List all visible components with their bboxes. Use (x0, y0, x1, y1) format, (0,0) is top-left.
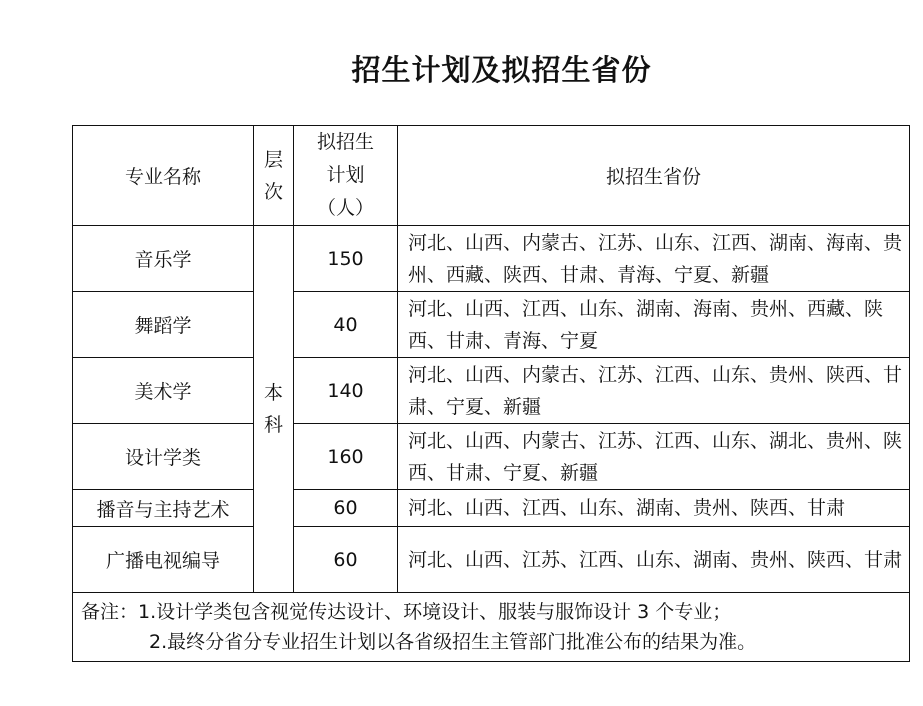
header-count-line-1: 拟招生 (316, 131, 374, 153)
major-name: 播音与主持艺术 (73, 490, 254, 527)
level-char-2: 科 (263, 414, 283, 436)
table-row (73, 490, 910, 527)
header-count-line-3: （人） (316, 197, 374, 219)
header-count-line-2: 计划 (326, 164, 365, 186)
province-list: 河北、山西、内蒙古、江苏、江西、山东、贵州、陕西、甘肃、宁夏、新疆 (398, 358, 910, 424)
plan-count: 60 (294, 527, 398, 593)
enrollment-plan-table (72, 125, 910, 662)
table-row (73, 424, 910, 490)
plan-count: 60 (294, 490, 398, 527)
major-name: 美术学 (73, 358, 254, 424)
notes-cell (73, 593, 910, 662)
level-cell (254, 226, 294, 593)
province-list: 河北、山西、江苏、江西、山东、湖南、贵州、陕西、甘肃 (398, 527, 910, 593)
header-level (254, 126, 294, 226)
header-level-char-2: 次 (263, 180, 283, 203)
province-list: 河北、山西、内蒙古、江苏、江西、山东、湖北、贵州、陕西、甘肃、宁夏、新疆 (398, 424, 910, 490)
notes-row (73, 593, 910, 662)
table-row (73, 358, 910, 424)
table-header-row (73, 126, 910, 226)
header-major: 专业名称 (73, 126, 254, 226)
major-name: 音乐学 (73, 226, 254, 292)
plan-count: 40 (294, 292, 398, 358)
major-name: 广播电视编导 (73, 527, 254, 593)
table-row (73, 527, 910, 593)
province-list: 河北、山西、江西、山东、湖南、贵州、陕西、甘肃 (398, 490, 910, 527)
province-list: 河北、山西、内蒙古、江苏、山东、江西、湖南、海南、贵州、西藏、陕西、甘肃、青海、宁夏、新疆 (398, 226, 910, 292)
major-name: 舞蹈学 (73, 292, 254, 358)
page-title: 招生计划及拟招生省份 (351, 53, 652, 87)
level-char-1: 本 (263, 382, 283, 404)
major-name: 设计学类 (73, 424, 254, 490)
plan-count: 140 (294, 358, 398, 424)
plan-count: 160 (294, 424, 398, 490)
plan-count: 150 (294, 226, 398, 292)
table-row (73, 226, 910, 292)
header-provinces: 拟招生省份 (398, 126, 910, 226)
province-list: 河北、山西、江西、山东、湖南、海南、贵州、西藏、陕西、甘肃、青海、宁夏 (398, 292, 910, 358)
note-line-2: 2.最终分省分专业招生计划以各省级招生主管部门批准公布的结果为准。 (149, 631, 757, 653)
header-level-char-1: 层 (263, 148, 283, 171)
note-line-1: 备注：1.设计学类包含视觉传达设计、环境设计、服装与服饰设计 3 个专业； (81, 601, 732, 623)
table-row (73, 292, 910, 358)
header-count (294, 126, 398, 226)
